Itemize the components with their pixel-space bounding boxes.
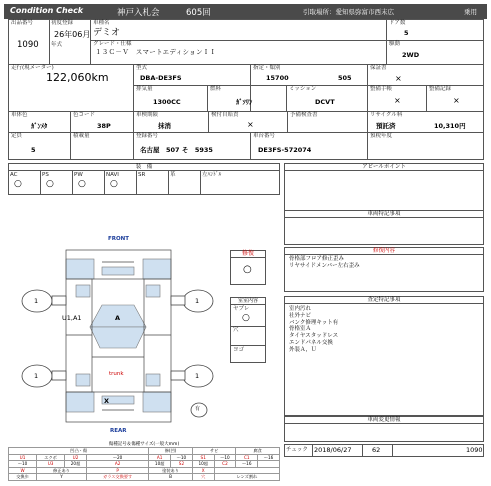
repair-content-title: 修復内容: [284, 247, 484, 255]
mark-a: A: [115, 314, 121, 322]
plate-label: 登録番号: [136, 133, 159, 139]
fuel-label: 燃料: [210, 86, 222, 92]
car-name: デミオ: [93, 28, 121, 38]
mark-x: X: [104, 397, 110, 405]
equipment-title: 装 備: [8, 163, 280, 171]
auto-check-value: ×: [247, 120, 254, 129]
cert-label: 予備検査書: [290, 112, 318, 118]
spare-tire: 有: [195, 406, 201, 412]
equipment-mark-0: ○: [14, 179, 22, 189]
type-value: DBA-DE3FS: [140, 74, 182, 82]
mileage-value: 122,060km: [46, 71, 109, 84]
repair-line-2: リヤサイドメンバー左右歪み: [289, 263, 360, 269]
type-label: 型式: [136, 65, 148, 71]
repair-mark: ○: [243, 264, 252, 275]
interior-row-2: 穴: [233, 327, 239, 333]
rear-label: REAR: [110, 428, 127, 434]
first-reg-value: 26年06月: [54, 30, 91, 39]
equipment-item-0: AC: [10, 172, 18, 178]
equipment-item-2: PW: [74, 172, 83, 178]
recycle-status: 預託済: [376, 122, 396, 130]
displacement-value: 1300CC: [153, 98, 181, 106]
interior-row-1: ヤブレ: [233, 306, 250, 312]
session-number: 605回: [186, 8, 211, 18]
equipment-item-4: SR: [138, 172, 146, 178]
header-bar: [4, 4, 487, 19]
equipment-item-5: 革: [170, 172, 176, 178]
plate-value: 名古屋 507 そ 5935: [140, 146, 213, 154]
recycle-amount: 10,310円: [434, 122, 466, 130]
inspection-note-line: エンドパネル交換: [289, 340, 333, 346]
chassis-value: DE3FS-572074: [258, 146, 312, 154]
first-reg-label: 初度登録: [51, 20, 74, 26]
form-title: Condition Check: [10, 6, 84, 15]
check-number: 62: [372, 446, 381, 454]
notes-title: 車両特記事項: [284, 210, 484, 218]
repair-label: 修復: [230, 250, 266, 258]
model-year-label: 年式: [51, 42, 63, 48]
inspection-label: 車検期限: [136, 112, 159, 118]
doors-label: ドア数: [389, 20, 406, 26]
inspection-notes-title: 査定特記事項: [284, 296, 484, 304]
tire-front-right: 1: [195, 297, 200, 305]
grade-value: １３Ｃ－Ｖ スマートエディションＩＩ: [95, 48, 217, 56]
check-label: チェック: [286, 447, 308, 453]
manual-label: 整備手帳: [370, 86, 393, 92]
capacity-value: 5: [31, 146, 36, 154]
check-date: 2018/06/27: [314, 446, 352, 454]
manual-value: ×: [394, 96, 401, 105]
front-label: FRONT: [108, 236, 130, 242]
service-record-value: ×: [453, 96, 460, 105]
color-label: 車体色: [11, 112, 28, 118]
mark-u1a1: U1,A1: [62, 314, 82, 322]
drive-value: 2WD: [402, 51, 420, 59]
equipment-mark-1: ○: [46, 179, 54, 189]
tax-label: 預税年度: [370, 133, 393, 139]
inspection-note-line: バンク修理キット有: [289, 319, 339, 326]
tire-rear-left: 1: [34, 372, 39, 380]
inspection-note-line: 骨格室Ａ: [289, 326, 312, 333]
warranty-value: ×: [395, 74, 402, 83]
equipment-mark-2: ○: [78, 179, 86, 189]
history-title: 車両変更情報: [284, 416, 484, 424]
mission-label: ミッション: [289, 86, 317, 92]
trunk-label: trunk: [109, 371, 124, 377]
lot-number: 1090: [17, 40, 39, 50]
designation-value-1: 15700: [266, 74, 289, 82]
mission-value: DCVT: [315, 98, 335, 106]
pickup-location: 引取場所：愛知県弥富市西末広: [303, 8, 394, 16]
lot-label: 出品番号: [11, 20, 34, 26]
inspection-note-line: タイヤスタッドレス: [289, 333, 339, 340]
tire-front-left: 1: [34, 297, 39, 305]
tire-rear-right: 1: [195, 372, 200, 380]
color-code-label: 色コード: [73, 112, 96, 118]
appeal-title: アピールポイント: [284, 163, 484, 171]
designation-value-2: 505: [338, 74, 352, 82]
grade-label: グレード・仕様: [93, 41, 132, 47]
equipment-item-1: PS: [42, 172, 49, 178]
auto-check-label: 検付自賠責: [211, 112, 239, 118]
legend-table: 凹凸・傷 修(凹) サビ 腐食 U1 エクボ U2 ～20 A1 ～10 S1 ～10 C1 ～16 ～10 U3 20超 A2 10超 S2 10超 C2 ～16 W 修正あり P 塗装あり X 交換歩 Y ガラス交換要す B 穴 レンズ割れ: [8, 447, 280, 481]
interior-row-3: ヨゴ: [233, 347, 245, 353]
doors-value: 5: [404, 29, 409, 37]
check-lot: 1090: [466, 446, 483, 454]
load-label: 積載量: [73, 133, 90, 139]
recycle-label: リサイクル料: [370, 112, 403, 118]
repair-line-1: 骨格部フロア修正歪み: [289, 256, 345, 262]
inspection-note-line: 社外ナビ: [289, 312, 312, 319]
auction-name: 神戸入札会: [117, 8, 160, 18]
inspection-value: 抹消: [158, 122, 171, 130]
designation-label: 指定・類別: [253, 65, 281, 71]
legend-title: 傷種記号＆傷種サイズ(一般大mm): [108, 442, 180, 447]
inspection-note-line: 外装Ａ，Ｕ: [289, 346, 317, 353]
capacity-label: 定員: [11, 133, 23, 139]
inspection-note-line: 室内汚れ: [289, 306, 312, 312]
service-record-label: 整備記録: [429, 86, 452, 92]
car-name-label: 車種名: [93, 20, 110, 26]
fuel-value: ｶﾞｿﾘﾝ: [236, 98, 253, 106]
equipment-item-6: 左ﾊﾝﾄﾞﾙ: [202, 172, 222, 178]
interior-mark: ○: [242, 313, 250, 323]
mileage-label: 走行(現メーター): [11, 65, 54, 71]
color-code-value: 38P: [97, 122, 111, 130]
interior-label: 室室内容: [230, 297, 266, 305]
color-value: ｶﾞﾝﾒﾀ: [31, 122, 48, 130]
drive-label: 駆動: [389, 41, 401, 47]
equipment-item-3: NAVI: [106, 172, 119, 178]
displacement-label: 排気量: [136, 86, 153, 92]
inspection-notes-panel: [284, 296, 484, 416]
chassis-label: 車台番号: [253, 133, 276, 139]
equipment-mark-3: ○: [110, 179, 118, 189]
warranty-label: 保証書: [370, 65, 387, 71]
vehicle-category: 乗用: [464, 8, 477, 16]
